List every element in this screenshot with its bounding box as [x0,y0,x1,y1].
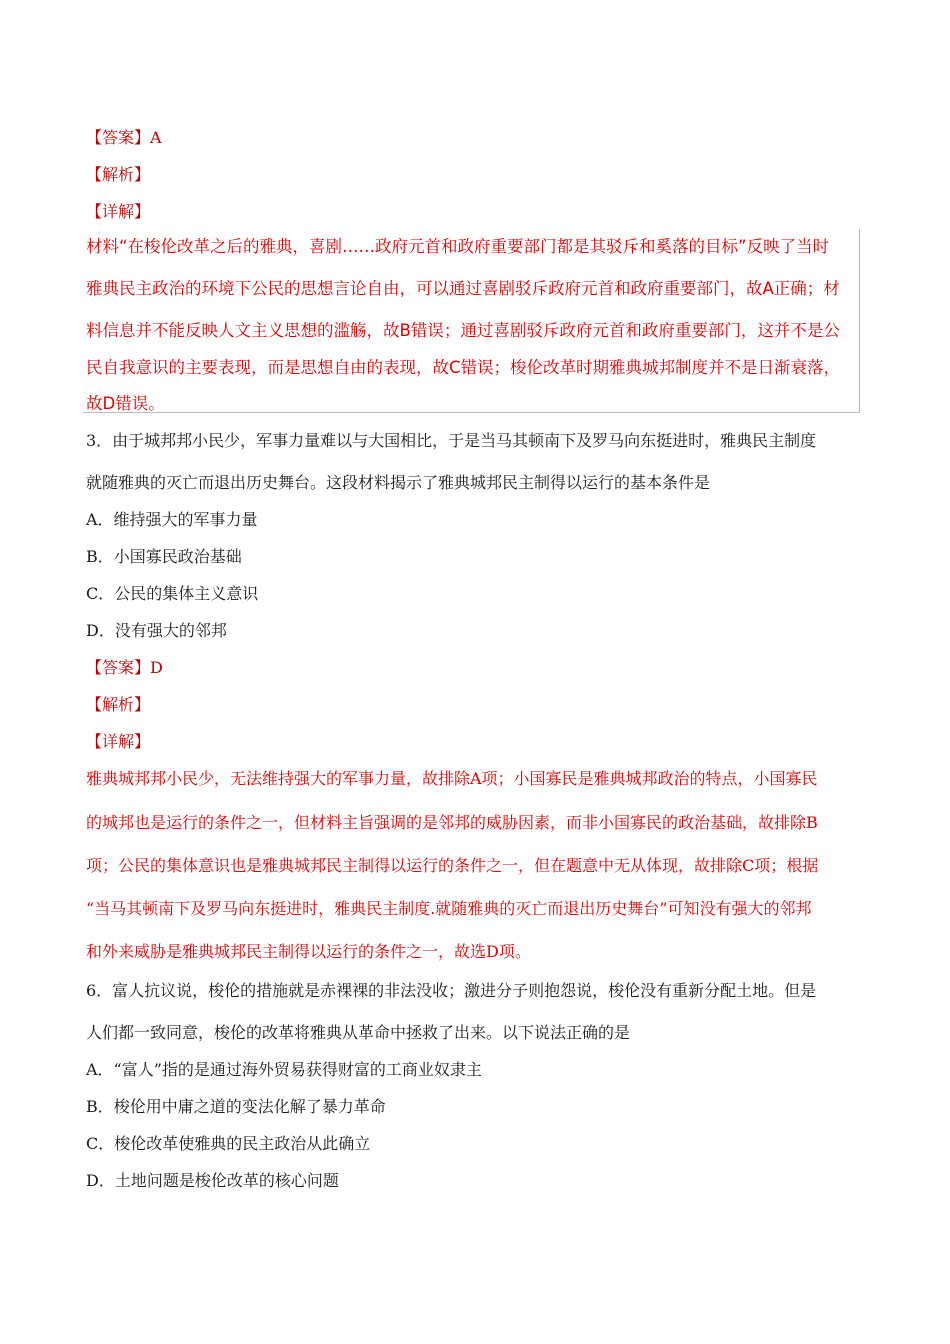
detail-line: 料信息并不能反映人文主义思想的滥觞，故B错误；通过喜剧驳斥政府元首和政府重要部门，这并不是公 [86,321,840,340]
analysis-label: 【解析】 [86,695,151,714]
option-a: A．维持强大的军事力量 [86,510,258,529]
detail-label: 【详解】 [86,202,151,221]
question-stem: 就随雅典的灭亡而退出历史舞台。这段材料揭示了雅典城邦民主制得以运行的基本条件是 [86,473,711,492]
detail-line: 材料“在梭伦改革之后的雅典，喜剧……政府元首和政府重要部门都是其驳斥和奚落的目标”反映了当时 [86,237,830,256]
detail-line: 故D错误。 [86,394,165,413]
answer-label: 【答案】D [86,658,163,677]
question-stem: 3．由于城邦邦小民少，军事力量难以与大国相比，于是当马其顿南下及罗马向东挺进时，雅典民主制度 [86,431,817,450]
detail-line: 项；公民的集体意识也是雅典城邦民主制得以运行的条件之一，但在题意中无从体现，故排除C项；根据 [86,856,819,875]
detail-label: 【详解】 [86,732,151,751]
option-c: C．公民的集体主义意识 [86,584,259,603]
question-stem: 6．富人抗议说，梭伦的措施就是赤裸裸的非法没收；激进分子则抱怨说，梭伦没有重新分配土地。但是 [86,981,817,1000]
option-d: D．土地问题是梭伦改革的核心问题 [86,1171,339,1190]
option-a: A．“富人”指的是通过海外贸易获得财富的工商业奴隶主 [86,1060,482,1079]
option-b: B．小国寡民政治基础 [86,547,242,566]
detail-line: “当马其顿南下及罗马向东挺进时，雅典民主制度.就随雅典的灭亡而退出历史舞台”可知没有强大的邻邦 [86,899,812,918]
question-stem: 人们都一致同意，梭伦的改革将雅典从革命中拯救了出来。以下说法正确的是 [86,1023,631,1042]
detail-line: 雅典城邦邦小民少，无法维持强大的军事力量，故排除A项；小国寡民是雅典城邦政治的特点，小国寡民 [86,769,818,788]
detail-line: 的城邦也是运行的条件之一，但材料主旨强调的是邻邦的威胁因素，而非小国寡民的政治基础，故排除B [86,813,818,832]
detail-line: 和外来威胁是雅典城邦民主制得以运行的条件之一，故选D项。 [86,942,531,961]
option-c: C．梭伦改革使雅典的民主政治从此确立 [86,1134,371,1153]
analysis-label: 【解析】 [86,165,151,184]
option-d: D．没有强大的邻邦 [86,621,227,640]
detail-line: 民自我意识的主要表现，而是思想自由的表现，故C错误；梭伦改革时期雅典城邦制度并不是日渐衰落， [86,358,841,377]
option-b: B．梭伦用中庸之道的变法化解了暴力革命 [86,1097,386,1116]
answer-label: 【答案】A [86,128,162,147]
detail-line: 雅典民主政治的环境下公民的思想言论自由，可以通过喜剧驳斥政府元首和政府重要部门，故A正确；材 [86,279,840,298]
